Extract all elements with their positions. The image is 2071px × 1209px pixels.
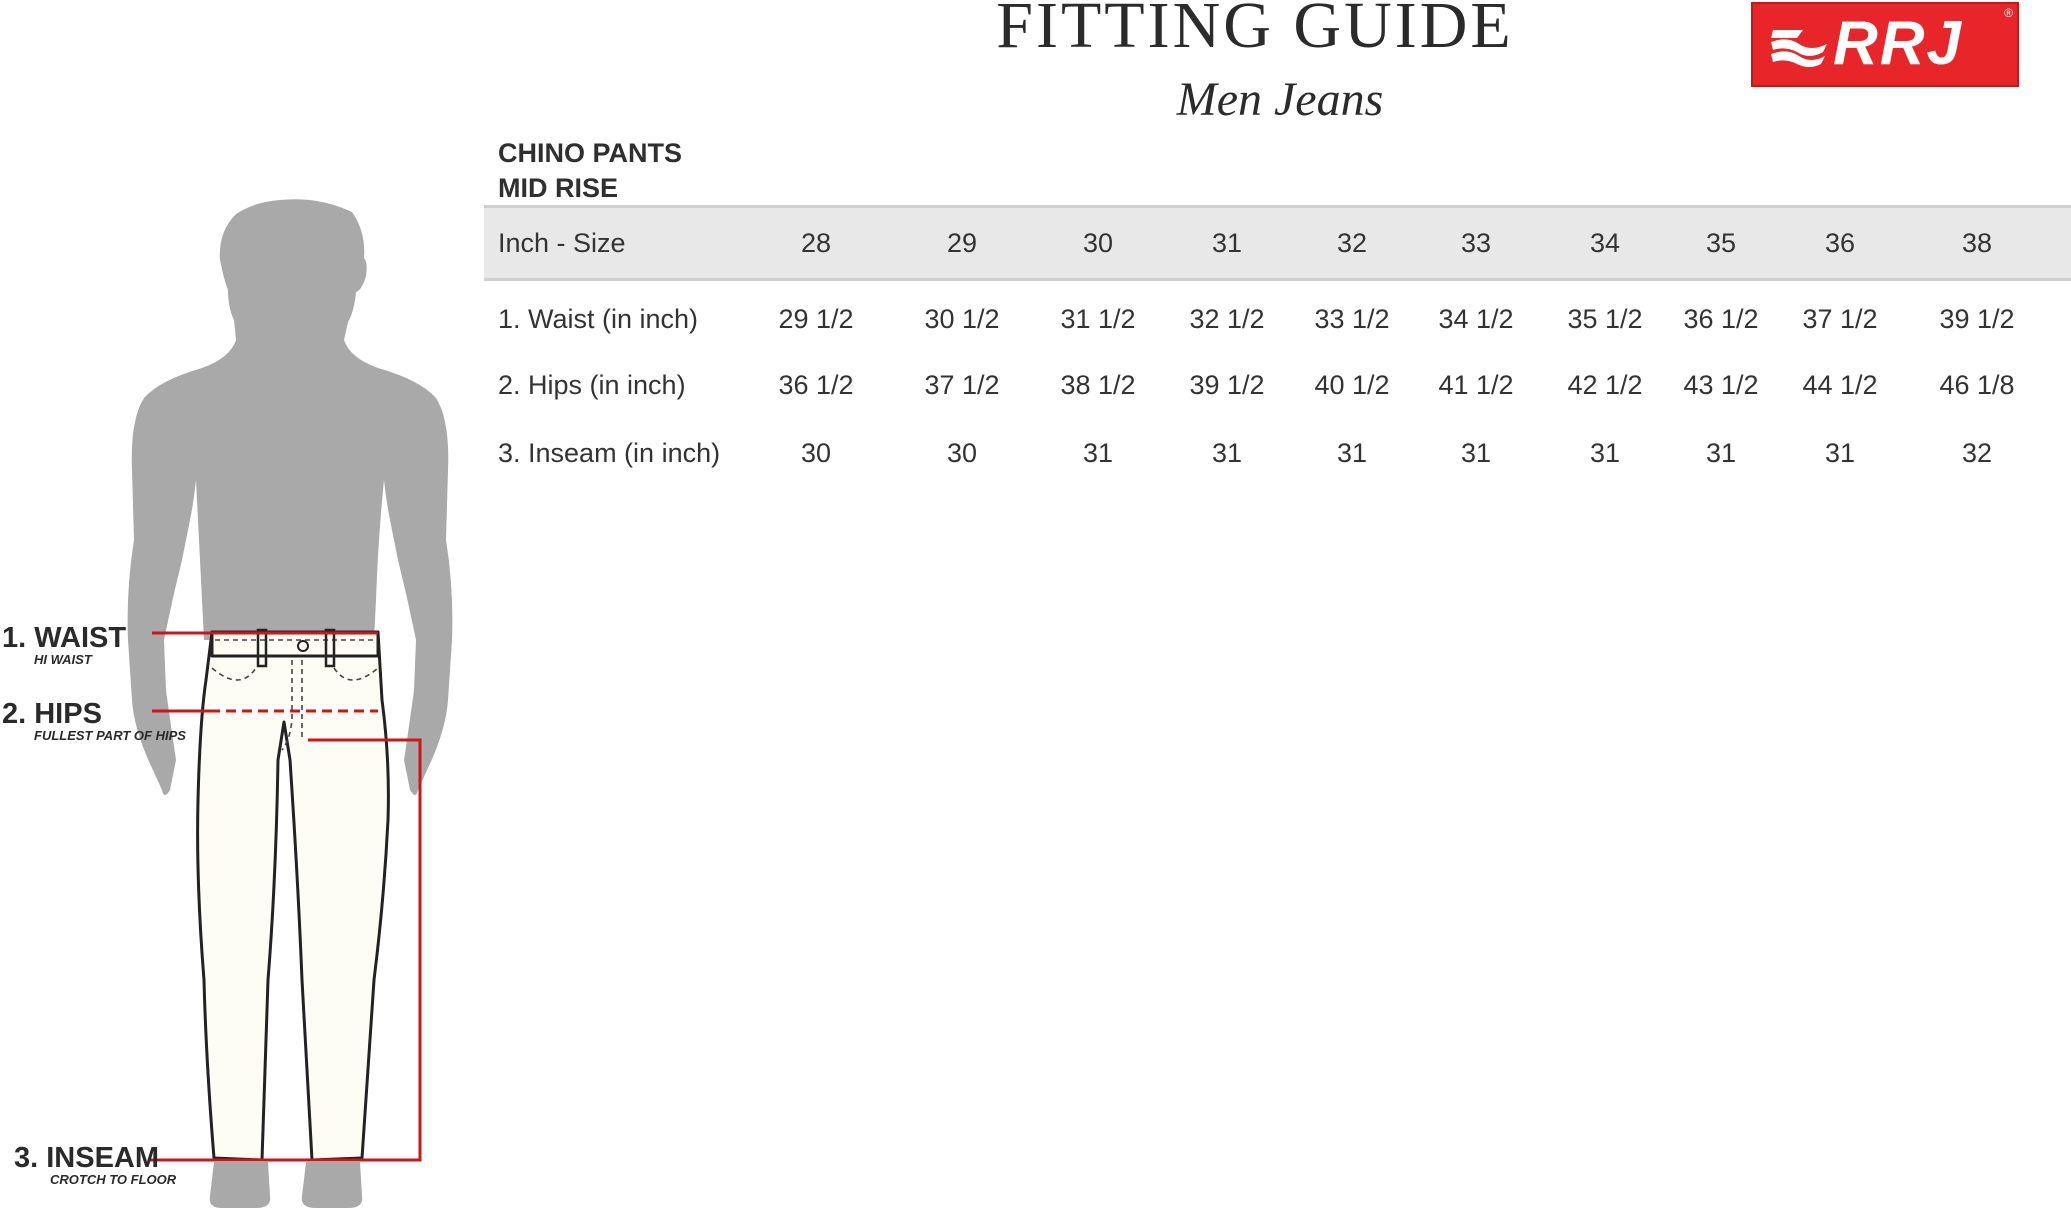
hips-value: 42 1/2 [1567,370,1643,400]
hips-value: 38 1/2 [1060,370,1136,400]
inseam-value: 31 [1589,438,1621,468]
waist-row-label: 1. Waist (in inch) [498,304,699,334]
inseam-value: 31 [1211,438,1243,468]
waist-value: 31 1/2 [1060,304,1136,334]
inseam-value: 30 [800,438,832,468]
inseam-value: 31 [1824,438,1856,468]
page-subtitle: Men Jeans [1176,73,1384,126]
hips-value: 44 1/2 [1802,370,1878,400]
inseam-value: 32 [1961,438,1993,468]
waist-note: HI WAIST [34,652,92,667]
hips-value: 37 1/2 [924,370,1000,400]
size-header: 34 [1589,228,1621,258]
size-header: 33 [1460,228,1492,258]
inseam-value: 31 [1336,438,1368,468]
waist-value: 34 1/2 [1438,304,1514,334]
brand-wave-icon [1769,24,1831,70]
size-header: 31 [1211,228,1243,258]
waist-value: 30 1/2 [924,304,1000,334]
inseam-value: 31 [1705,438,1737,468]
inseam-row-label: 3. Inseam (in inch) [498,438,721,468]
size-header: 36 [1824,228,1856,258]
size-header: 28 [800,228,832,258]
size-header: 29 [946,228,978,258]
category-name: CHINO PANTS [498,138,683,168]
waist-value: 39 1/2 [1939,304,2015,334]
hips-value: 39 1/2 [1189,370,1265,400]
hips-value: 36 1/2 [778,370,854,400]
size-header: 38 [1961,228,1993,258]
size-header: 35 [1705,228,1737,258]
hips-value: 41 1/2 [1438,370,1514,400]
waist-value: 37 1/2 [1802,304,1878,334]
waist-value: 35 1/2 [1567,304,1643,334]
waist-value: 32 1/2 [1189,304,1265,334]
hips-row-label: 2. Hips (in inch) [498,370,686,400]
inseam-value: 30 [946,438,978,468]
body-figure [0,180,480,1209]
brand-logo [1751,2,2019,87]
inseam-note: CROTCH TO FLOOR [50,1172,177,1187]
waist-value: 33 1/2 [1314,304,1390,334]
inseam-label: 3. INSEAM [14,1142,160,1174]
registered-mark: ® [2004,6,2013,20]
waist-value: 29 1/2 [778,304,854,334]
hips-value: 40 1/2 [1314,370,1390,400]
inseam-value: 31 [1460,438,1492,468]
inseam-value: 31 [1082,438,1114,468]
page-title: FITTING GUIDE [996,0,1514,62]
size-header: 30 [1082,228,1114,258]
waist-value: 36 1/2 [1683,304,1759,334]
category-rise: MID RISE [498,173,619,203]
hips-value: 46 1/8 [1939,370,2015,400]
waist-label: 1. WAIST [2,622,127,654]
brand-name: RRJ [1833,9,1964,78]
hips-label: 2. HIPS [2,698,102,730]
hips-value: 43 1/2 [1683,370,1759,400]
size-header: 32 [1336,228,1368,258]
hips-note: FULLEST PART OF HIPS [34,728,186,743]
size-header-label: Inch - Size [498,228,626,258]
